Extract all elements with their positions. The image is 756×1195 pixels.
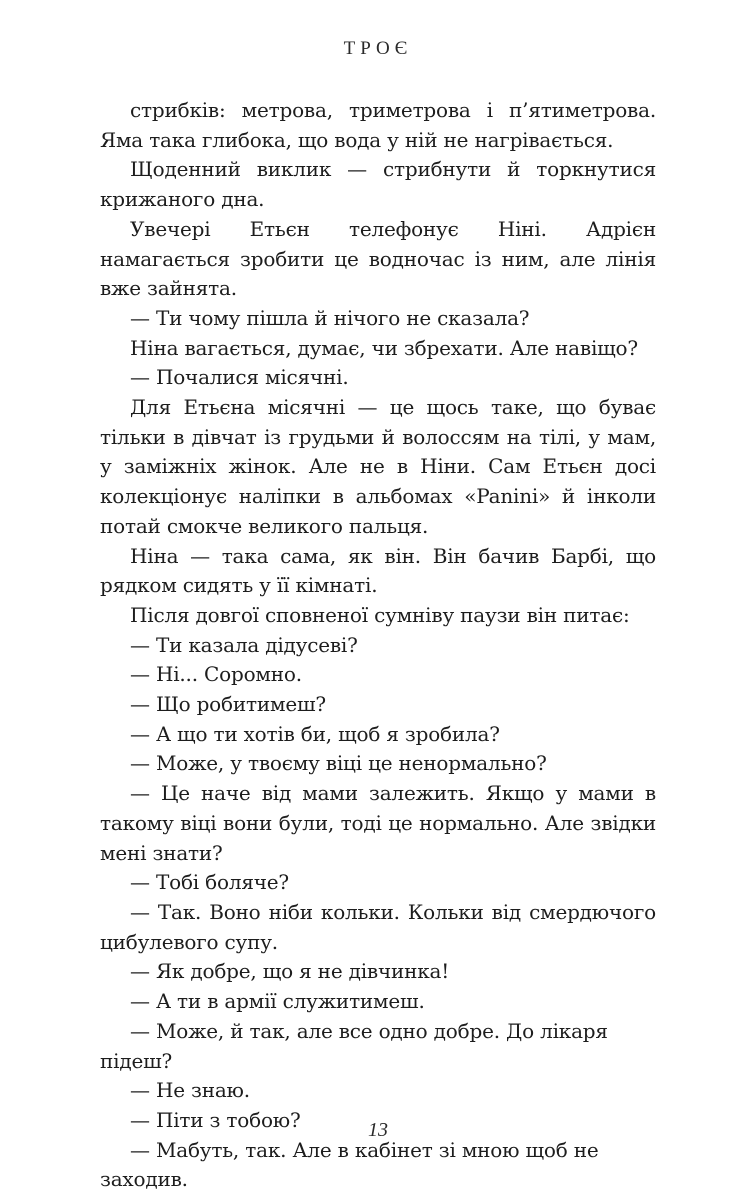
dialogue-line-8: — Це наче від мами залежить. Якщо у мами в такому віці вони були, тоді це нормально. Але звідки мені знати? [100,781,656,865]
dialogue-line-10: — Так. Воно ніби кольки. Кольки від смердючого цибулевого супу. [100,899,656,954]
dialogue-line-7: — Може, у твоєму віці це ненормально? [130,751,547,776]
dialogue-line-16: — Мабуть, так. Але в кабінет зі мною щоб не заходив. [100,1137,599,1192]
dialogue-line-11: — Як добре, що я не дівчинка! [130,959,450,984]
paragraph-2: Щоденний виклик — стрибнути й торкнутися крижаного дна. [100,157,656,212]
dialogue-line-13: — Може, й так, але все одно добре. До лікаря підеш? [100,1018,608,1073]
paragraph-1: стрибків: метрова, триметрова і п’ятиметрова. Яма така глибока, що вода у ній не нагрівається. [100,98,656,152]
paragraph-6: Ніна — така сама, як він. Він бачив Барбі, що рядком сидять у її кімнаті. [100,543,656,598]
dialogue-line-2: — Почалися місячні. [130,365,349,390]
paragraph-5: Для Етьєна місячні — це щось таке, що буває тільки в дівчат із грудьми й волоссям на тілі, у мам, у заміжніх жінок. Але не в Ніни. Сам Етьєн досі колекціонує наліпки в альбомах «Panini» й інколи потай смокче великого пальця. [100,395,656,538]
page-body-text [100,96,656,1195]
paragraph-4: Ніна вагається, думає, чи збрехати. Але навіщо? [130,335,638,360]
dialogue-line-5: — Що робитимеш? [130,692,326,717]
dialogue-line-15: — Піти з тобою? [130,1107,301,1132]
dialogue-line-3: — Ти казала дідусеві? [130,632,358,657]
dialogue-line-12: — А ти в армії служитимеш. [130,989,425,1014]
dialogue-line-4: — Ні... Соромно. [130,662,302,687]
dialogue-line-6: — А що ти хотів би, щоб я зробила? [130,721,500,746]
dialogue-line-14: — Не знаю. [130,1078,250,1103]
dialogue-line-9: — Тобі боляче? [130,870,289,895]
page-number: 13 [368,1119,388,1141]
paragraph-3: Увечері Етьєн телефонує Ніні. Адрієн намагається зробити це водночас із ним, але лінія вже зайнята. [100,216,656,301]
running-title: ТРОЄ [343,38,413,59]
dialogue-line-1: — Ти чому пішла й нічого не сказала? [130,305,530,330]
paragraph-7: Після довгої сповненої сумніву паузи він питає: [130,602,630,627]
